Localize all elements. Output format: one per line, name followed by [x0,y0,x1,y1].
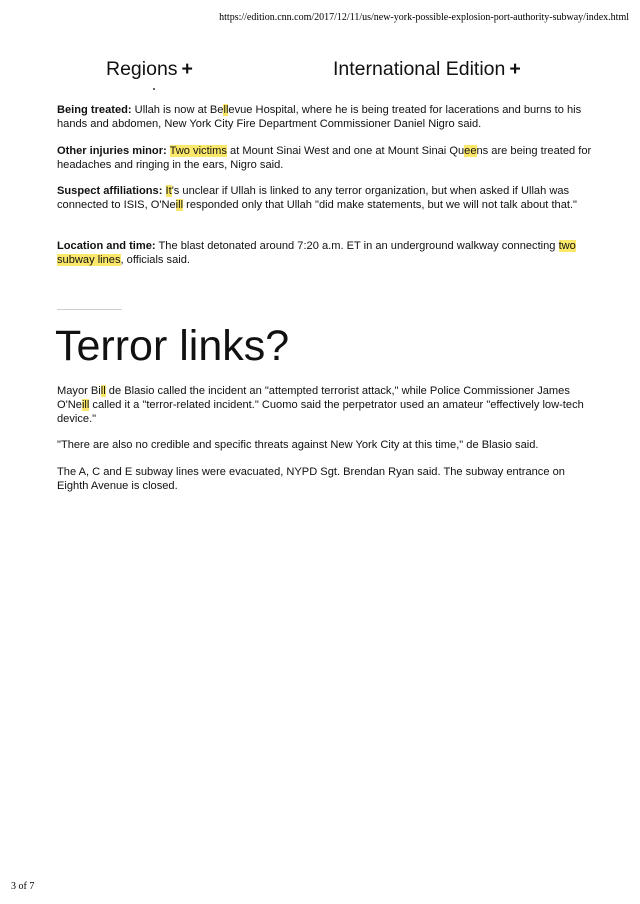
page-indicator: 3 of 7 [11,881,35,892]
section-heading: Terror links? [55,322,290,370]
section-divider [57,309,122,310]
highlight: ll [223,104,229,116]
highlight: two subway lines [57,240,576,266]
regions-plus-icon: + [181,58,193,80]
regions-menu[interactable] [106,58,193,81]
highlight: Two victims [169,145,227,157]
highlight: ll [100,385,106,397]
divider-mark [153,88,155,90]
edition-nav [0,58,640,84]
paragraph-text: at Mount Sinai West and one at Mount Sinai Qu [226,145,465,157]
suspect-affiliations-paragraph [57,184,597,212]
paragraph-text: , officials said. [120,254,190,266]
paragraph-text: 's unclear if Ullah is linked to any terror organization, but when asked if Ullah was connected to ISIS, O'Ne [57,185,570,211]
highlight: ill [81,399,90,411]
paragraph-text: The blast detonated around 7:20 a.m. ET in an underground walkway connecting [155,240,559,252]
paragraph-text: evue Hospital, where he is being treated for lacerations and burns to his hands and abdomen, New York City Fire Department Commissioner Daniel Nigro said. [57,104,582,130]
paragraph-text: de Blasio called the incident an "attempted terrorist attack," while Police Commissioner James O'Ne [57,385,570,411]
paragraph-text: called it a "terror-related incident." Cuomo said the perpetrator used an amateur "effectively low-tech device." [57,399,584,425]
suspect-affiliations-label: Suspect affiliations: [57,185,163,197]
regions-label: Regions [106,58,178,80]
international-edition-label: International Edition [333,58,506,80]
other-injuries-paragraph [57,144,597,172]
body-paragraph-2: "There are also no credible and specific threats against New York City at this time," de Blasio said. [57,439,539,451]
paragraph-text: responded only that Ullah "did make statements, but we will not talk about that." [183,199,577,211]
page-url: https://edition.cnn.com/2017/12/11/us/new-york-possible-explosion-port-authority-subway/index.html [219,12,629,23]
paragraph-text: Mayor Bi [57,385,101,397]
paragraph-text: ns are being treated for headaches and ringing in the ears, Nigro said. [57,145,592,171]
international-plus-icon: + [509,58,521,80]
highlight: ee [464,145,477,157]
location-time-paragraph [57,239,597,267]
body-paragraph-3: The A, C and E subway lines were evacuated, NYPD Sgt. Brendan Ryan said. The subway entrance on Eighth Avenue is closed. [57,466,565,492]
highlight: It [165,185,172,197]
being-treated-paragraph [57,103,597,131]
other-injuries-label: Other injuries minor: [57,145,167,157]
paragraph-text: Ullah is now at Be [131,104,224,116]
highlight: ill [175,199,184,211]
being-treated-label: Being treated: [57,104,132,116]
location-time-label: Location and time: [57,240,156,252]
international-edition-menu[interactable] [333,58,521,81]
body-paragraph-1 [57,384,597,426]
